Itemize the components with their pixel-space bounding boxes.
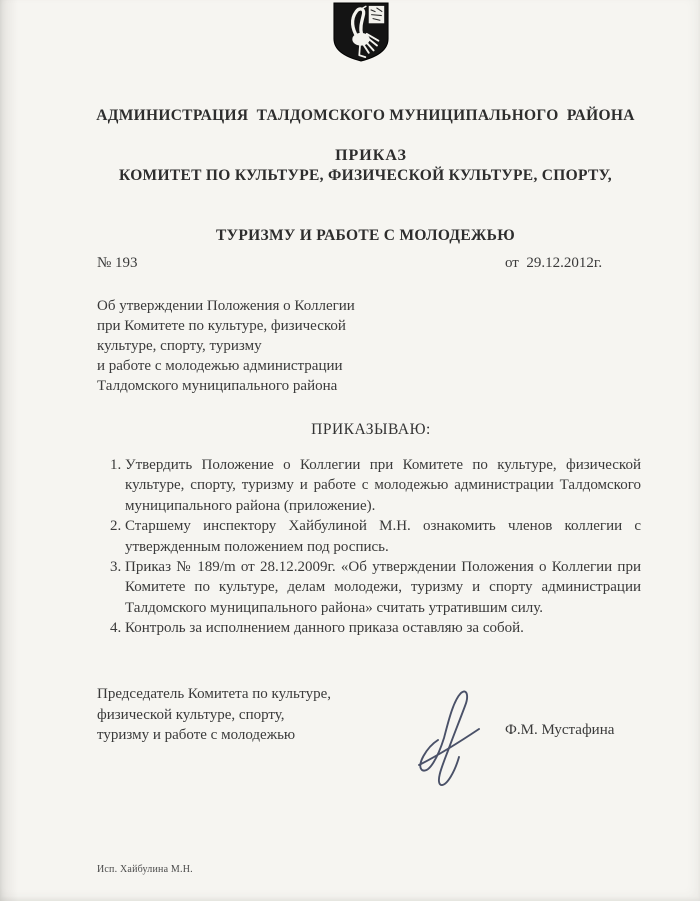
- org-name-line1: АДМИНИСТРАЦИЯ ТАЛДОМСКОГО МУНИЦИПАЛЬНОГО РАЙОНА: [96, 107, 635, 124]
- crane-crest-icon: [332, 2, 390, 62]
- subject-line: Талдомского муниципального района: [97, 378, 338, 394]
- signer-position-line: физической культуре, спорту,: [97, 706, 285, 723]
- subject-line: и работе с молодежью администрации: [97, 358, 343, 374]
- signer-position-block: [97, 684, 331, 746]
- executor-note: Исп. Хайбулина М.Н.: [97, 864, 193, 875]
- document-type-title: ПРИКАЗ: [335, 147, 407, 164]
- document-date: от 29.12.2012г.: [505, 255, 603, 271]
- signer-position-line: туризму и работе с молодежью: [97, 727, 296, 743]
- org-name-line3: ТУРИЗМУ И РАБОТЕ С МОЛОДЕЖЬЮ: [216, 227, 515, 244]
- signer-position-line: Председатель Комитета по культуре,: [97, 686, 331, 702]
- order-item-1: 1. Утвердить Положение о Коллегии при Комитете по культуре, физической культуре, спорту, туризму и работе с молодежью администрации Талдомского муниципального района (приложение).: [125, 455, 641, 516]
- order-items-list: [97, 455, 641, 639]
- order-item-4: 4. Контроль за исполнением данного приказа оставляю за собой.: [125, 618, 641, 638]
- subject-line: культуре, спорту, туризму: [97, 338, 262, 354]
- handwritten-signature-icon: [408, 686, 498, 786]
- order-heading: ПРИКАЗЫВАЮ:: [311, 421, 431, 438]
- subject-line: Об утверждении Положения о Коллегии: [97, 298, 355, 314]
- document-number: № 193: [97, 255, 138, 271]
- org-name-block: [31, 66, 700, 286]
- org-name-line2: КОМИТЕТ ПО КУЛЬТУРЕ, ФИЗИЧЕСКОЙ КУЛЬТУРЕ, СПОРТУ,: [119, 167, 612, 184]
- signer-name: Ф.М. Мустафина: [505, 722, 615, 738]
- subject-block: [97, 296, 355, 396]
- coat-of-arms: [332, 2, 390, 62]
- order-item-3: 3. Приказ № 189/m от 28.12.2009г. «Об утверждении Положения о Коллегии при Комитете по культуре, делам молодежи, туризму и спорту администрации Талдомского муниципального района» считать утратившим силу.: [125, 557, 641, 618]
- subject-line: при Комитете по культуре, физической: [97, 318, 346, 334]
- order-item-2: 2. Старшему инспектору Хайбулиной М.Н. ознакомить членов коллегии с утвержденным положением под роспись.: [125, 516, 641, 557]
